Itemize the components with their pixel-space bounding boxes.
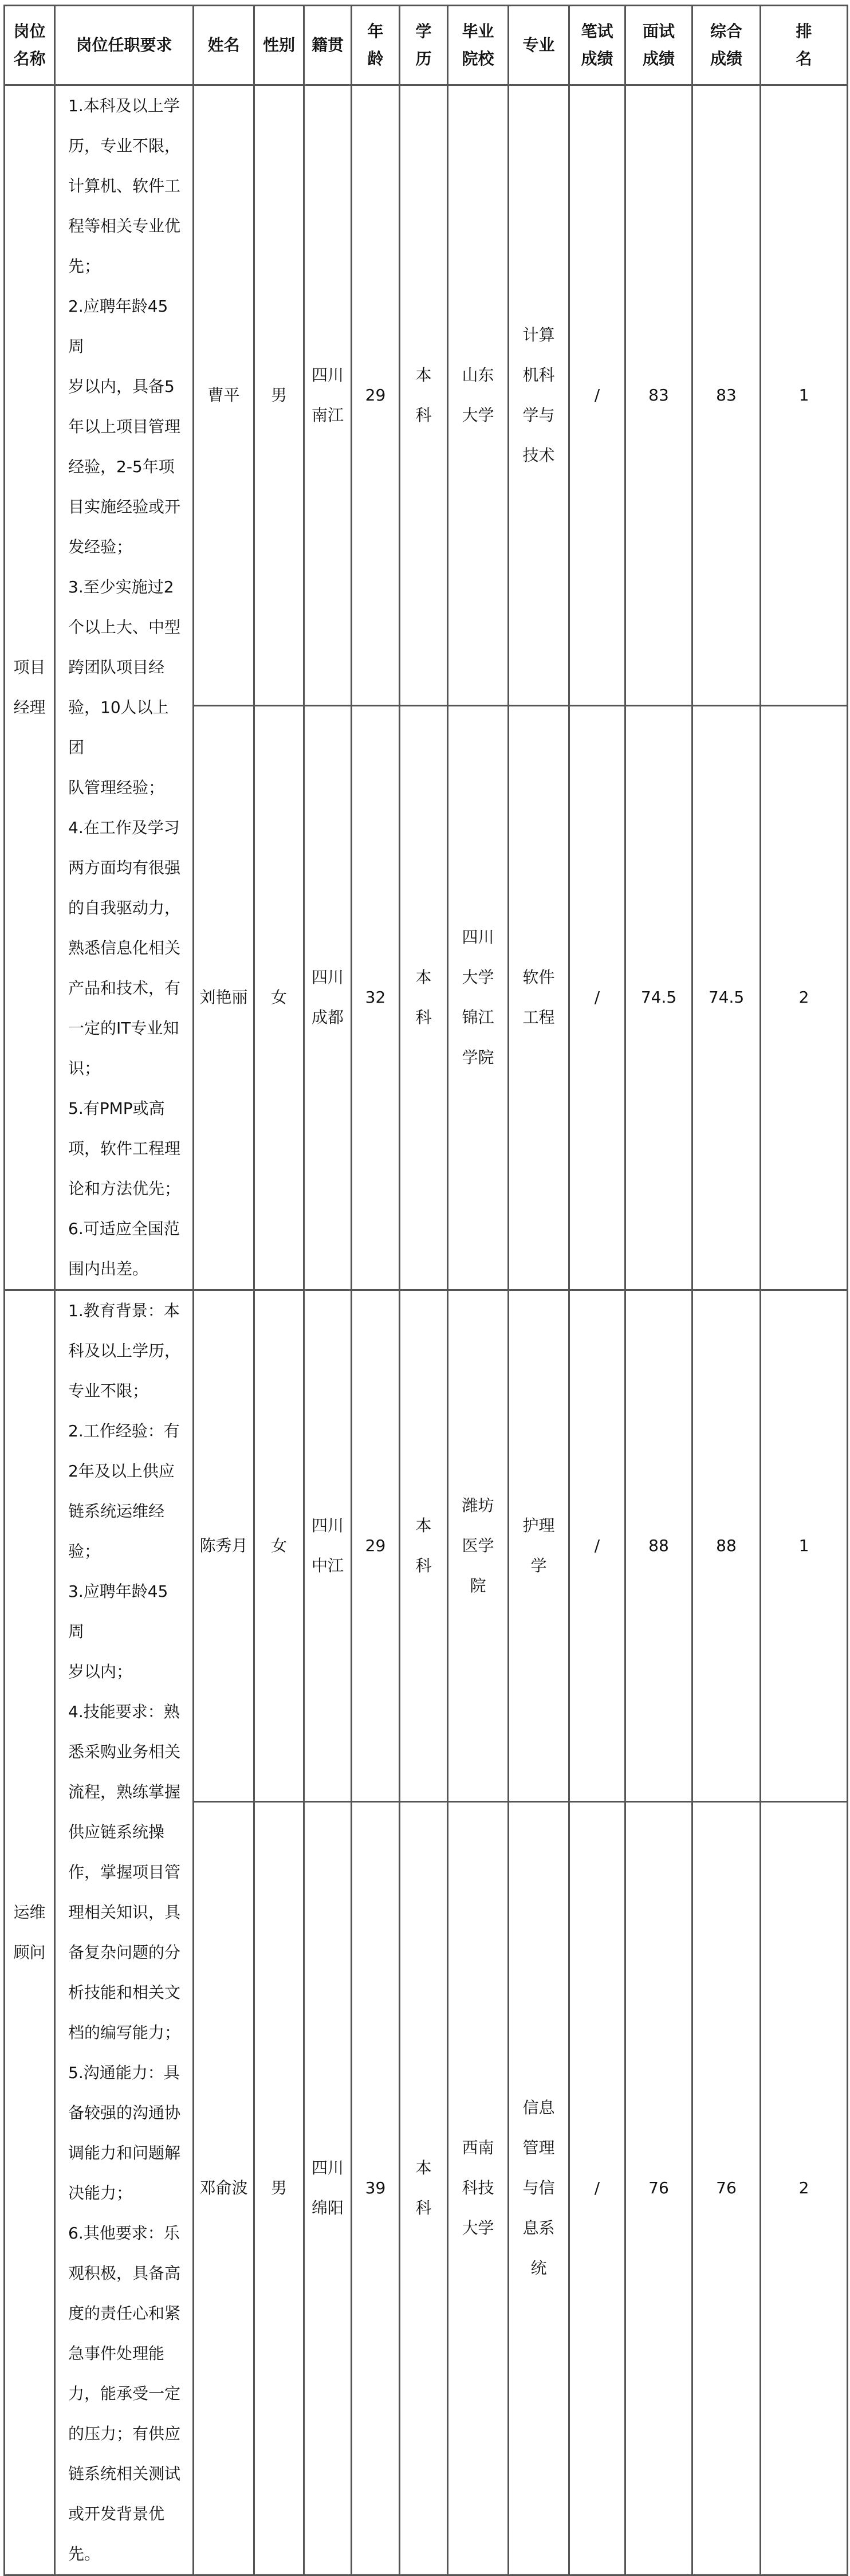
candidate-total-score: 74.5 — [692, 705, 761, 1290]
header-rank: 排 名 — [761, 6, 848, 85]
candidate-age: 29 — [352, 85, 400, 706]
position-name-cell: 运维 顾问 — [5, 1290, 55, 2575]
candidate-origin: 四川 绵阳 — [304, 1801, 352, 2575]
candidate-major: 护理 学 — [509, 1290, 569, 1802]
header-requirements: 岗位任职要求 — [55, 6, 194, 85]
header-row — [5, 6, 848, 85]
candidate-name: 陈秀月 — [194, 1290, 254, 1802]
candidate-written-score: / — [569, 705, 625, 1290]
candidate-interview-score: 83 — [625, 85, 692, 706]
candidate-school: 潍坊 医学 院 — [448, 1290, 509, 1802]
header-gender: 性别 — [254, 6, 304, 85]
candidate-interview-score: 76 — [625, 1801, 692, 2575]
candidate-education: 本 科 — [400, 705, 448, 1290]
header-interview-score: 面试 成绩 — [625, 6, 692, 85]
candidate-origin: 四川 中江 — [304, 1290, 352, 1802]
candidate-education: 本 科 — [400, 1801, 448, 2575]
candidate-total-score: 76 — [692, 1801, 761, 2575]
candidate-school: 西南 科技 大学 — [448, 1801, 509, 2575]
candidate-rank: 2 — [761, 705, 848, 1290]
requirements-cell: 1.教育背景：本 科及以上学历， 专业不限； 2.工作经验：有 2年及以上供应 链系统运维经 验； 3.应聘年龄45周 岁以内； 4.技能要求：熟 悉采购业务相关 流程，熟练掌握 供应链系统操 作，掌握项目管 理相关知识，具 备复杂问题的分 析技能和相关文 档的编写能力； 5.沟通能力：具 备较强的沟通协 调能力和问题解 决能力； 6.其他要求：乐 观积极，具备高 度的责任心和紧 急事件处理能 力，能承受一定 的压力；有供应 链系统相关测试 或开发背景优 先。 — [55, 1290, 194, 2575]
recruitment-results-table — [3, 5, 848, 2576]
candidate-school: 山东 大学 — [448, 85, 509, 706]
candidate-origin: 四川 南江 — [304, 85, 352, 706]
candidate-total-score: 83 — [692, 85, 761, 706]
candidate-written-score: / — [569, 1290, 625, 1802]
candidate-name: 曹平 — [194, 85, 254, 706]
position-name-cell: 项目 经理 — [5, 85, 55, 1290]
candidate-major: 信息 管理 与信 息系 统 — [509, 1801, 569, 2575]
candidate-education: 本 科 — [400, 85, 448, 706]
candidate-name: 邓俞波 — [194, 1801, 254, 2575]
header-total-score: 综合 成绩 — [692, 6, 761, 85]
header-position: 岗位 名称 — [5, 6, 55, 85]
header-major: 专业 — [509, 6, 569, 85]
requirements-cell: 1.本科及以上学 历，专业不限， 计算机、软件工 程等相关专业优 先； 2.应聘年龄45周 岁以内，具备5 年以上项目管理 经验，2-5年项 目实施经验或开 发经验； 3.至少实施过2 个以上大、中型 跨团队项目经 验，10人以上团 队管理经验； 4.在工作及学习 两方面均有很强 的自我驱动力， 熟悉信息化相关 产品和技术，有 一定的IT专业知 识； 5.有PMP或高 项，软件工程理 论和方法优先； 6.可适应全国范 围内出差。 — [55, 85, 194, 1290]
candidate-gender: 男 — [254, 85, 304, 706]
candidate-total-score: 88 — [692, 1290, 761, 1802]
candidate-age: 32 — [352, 705, 400, 1290]
candidate-rank: 1 — [761, 1290, 848, 1802]
candidate-school: 四川 大学 锦江 学院 — [448, 705, 509, 1290]
header-written-score: 笔试 成绩 — [569, 6, 625, 85]
candidate-gender: 男 — [254, 1801, 304, 2575]
candidate-written-score: / — [569, 1801, 625, 2575]
candidate-rank: 1 — [761, 85, 848, 706]
candidate-major: 计算 机科 学与 技术 — [509, 85, 569, 706]
header-origin: 籍贯 — [304, 6, 352, 85]
candidate-interview-score: 88 — [625, 1290, 692, 1802]
table-row — [5, 85, 848, 706]
candidate-origin: 四川 成都 — [304, 705, 352, 1290]
candidate-rank: 2 — [761, 1801, 848, 2575]
header-school: 毕业 院校 — [448, 6, 509, 85]
table-body — [5, 85, 848, 2575]
candidate-gender: 女 — [254, 1290, 304, 1802]
candidate-interview-score: 74.5 — [625, 705, 692, 1290]
header-age: 年 龄 — [352, 6, 400, 85]
candidate-name: 刘艳丽 — [194, 705, 254, 1290]
header-name: 姓名 — [194, 6, 254, 85]
table-row — [5, 1290, 848, 1802]
candidate-age: 39 — [352, 1801, 400, 2575]
header-education: 学 历 — [400, 6, 448, 85]
candidate-education: 本 科 — [400, 1290, 448, 1802]
candidate-age: 29 — [352, 1290, 400, 1802]
candidate-major: 软件 工程 — [509, 705, 569, 1290]
candidate-written-score: / — [569, 85, 625, 706]
candidate-gender: 女 — [254, 705, 304, 1290]
